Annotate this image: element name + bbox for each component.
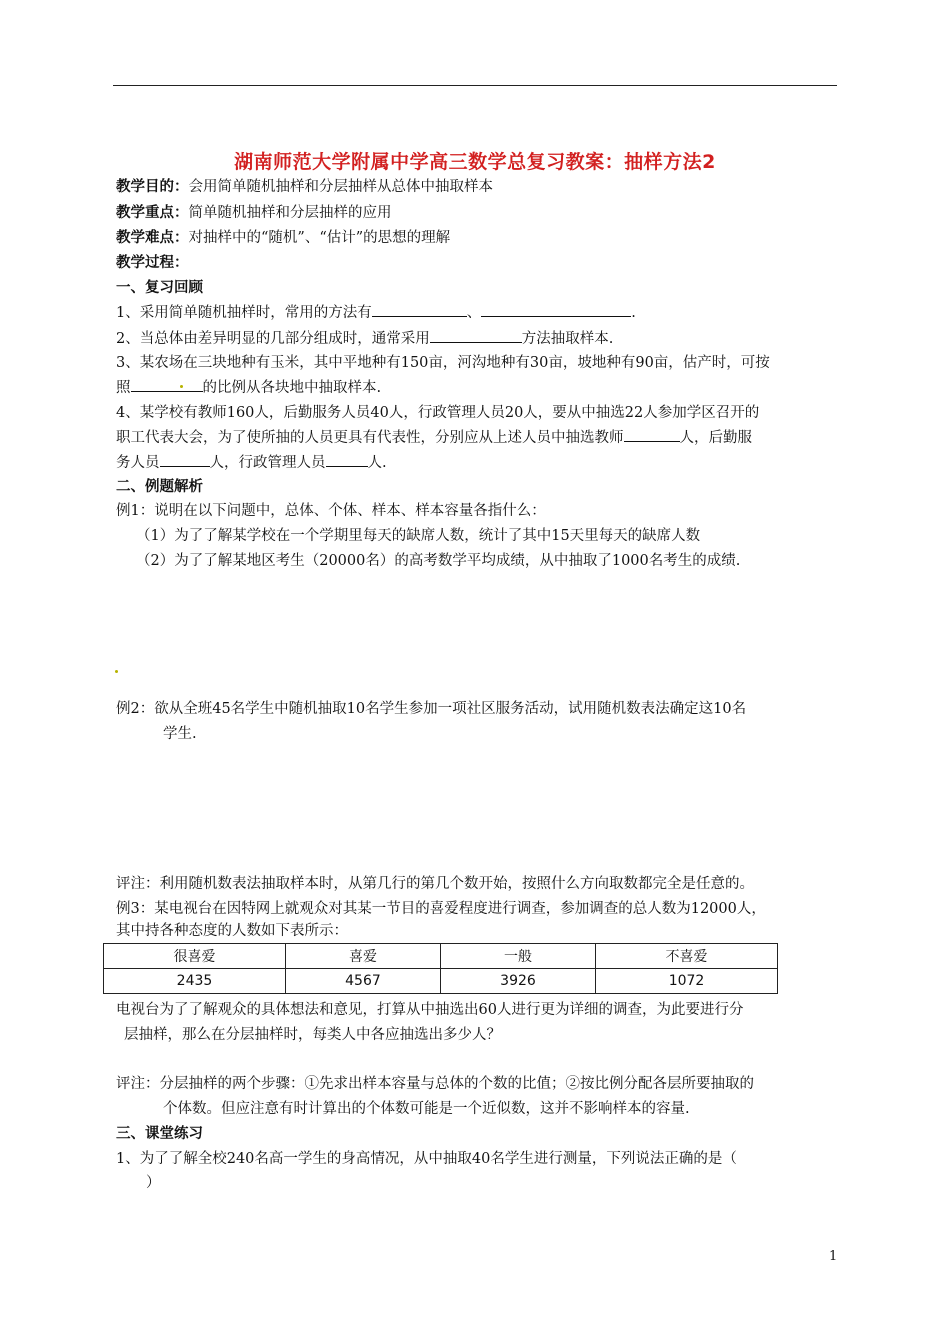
example1-item2: （2）为了了解某地区考生（20000名）的高考数学平均成绩，从中抽取了1000名考生的成绩. — [136, 553, 741, 569]
difficulty-line — [116, 228, 450, 248]
answer-blank — [624, 427, 680, 442]
example2-line2: 学生. — [163, 726, 197, 742]
goal-text: 会用简单随机抽样和分层抽样从总体中抽取样本 — [188, 179, 493, 195]
example3-line2: 其中持各种态度的人数如下表所示： — [116, 923, 348, 939]
table-row — [104, 969, 778, 994]
review-q3-line1: 3、某农场在三块地种有玉米，其中平地种有150亩，河沟地种有30亩，坡地种有90亩，估产时，可按 — [116, 355, 770, 371]
table-header-cell: 不喜爱 — [596, 944, 778, 969]
example2-line1: 例2：欲从全班45名学生中随机抽取10名学生参加一项社区服务活动，试用随机数表法确定这10名 — [116, 701, 747, 717]
example1-item1: （1）为了了解某学校在一个学期里每天的缺席人数，统计了其中15天里每天的缺席人数 — [136, 528, 701, 544]
review-q3-end: 的比例从各块地中抽取样本. — [202, 380, 382, 396]
section1-heading: 一、复习回顾 — [116, 280, 203, 296]
answer-blank — [326, 452, 368, 467]
review-q1-text: 1、采用简单随机抽样时，常用的方法有 — [116, 305, 372, 321]
review-q4-text-d: 人，行政管理人员 — [209, 455, 326, 471]
answer-blank — [160, 452, 210, 467]
answer-blank — [131, 377, 203, 392]
review-q3-line2 — [116, 377, 381, 398]
review-q4-line2 — [116, 427, 752, 448]
table-cell: 1072 — [596, 969, 778, 994]
example1-intro: 例1：说明在以下问题中，总体、个体、样本、样本容量各指什么： — [116, 503, 546, 519]
difficulty-label: 教学难点： — [116, 230, 189, 246]
review-q1-sep: 、 — [466, 305, 482, 321]
marker-dot — [115, 670, 118, 673]
focus-label: 教学重点： — [116, 205, 189, 221]
review-q4-line1: 4、某学校有教师160人，后勤服务人员40人，行政管理人员20人，要从中抽选22人参加学区召开的 — [116, 405, 760, 421]
focus-line — [116, 203, 392, 223]
practice-q1-line1: 1、为了了解全校240名高一学生的身高情况，从中抽取40名学生进行测量，下列说法正确的是（ — [116, 1151, 737, 1167]
review-q4-line3 — [116, 452, 387, 473]
section2-heading: 二、例题解析 — [116, 479, 203, 495]
table-cell: 4567 — [285, 969, 440, 994]
practice-q1-line2: ） — [146, 1175, 161, 1191]
goal-line — [116, 177, 493, 197]
review-q4-text-c: 务人员 — [116, 455, 160, 471]
review-q1 — [116, 302, 636, 323]
review-q4-end: 人. — [367, 455, 387, 471]
review-q4-text-b: 人，后勤服 — [679, 430, 752, 446]
review-q2-text: 2、当总体由差异明显的几部分组成时，通常采用 — [116, 331, 430, 347]
example3-line1: 例3：某电视台在因特网上就观众对其某一节目的喜爱程度进行调查，参加调查的总人数为12000人， — [116, 901, 766, 917]
example3-line4: 层抽样，那么在分层抽样时，每类人中各应抽选出多少人？ — [124, 1027, 501, 1043]
focus-text: 简单随机抽样和分层抽样的应用 — [188, 205, 392, 221]
table-header-cell: 很喜爱 — [104, 944, 286, 969]
review-q3-text: 照 — [116, 380, 131, 396]
review-q1-end: . — [631, 305, 636, 321]
goal-label: 教学目的： — [116, 179, 189, 195]
table-header-row — [104, 944, 778, 969]
review-q4-text: 职工代表大会，为了使所抽的人员更具有代表性，分别应从上述人员中抽选教师 — [116, 430, 624, 446]
answer-blank — [372, 302, 467, 317]
section3-heading: 三、课堂练习 — [116, 1126, 203, 1142]
note2-line2: 个体数。但应注意有时计算出的个体数可能是一个近似数，这并不影响样本的容量. — [163, 1101, 690, 1117]
page-title: 湖南师范大学附属中学高三数学总复习教案：抽样方法2 — [234, 151, 716, 173]
answer-blank — [481, 302, 631, 317]
attitude-table — [103, 943, 778, 994]
difficulty-text: 对抽样中的“随机”、“估计”的思想的理解 — [188, 230, 451, 246]
answer-blank — [430, 328, 522, 343]
note1: 评注：利用随机数表法抽取样本时，从第几行的第几个数开始，按照什么方向取数都完全是任意的。 — [116, 876, 754, 892]
table-header-cell: 一般 — [440, 944, 595, 969]
table-cell: 2435 — [104, 969, 286, 994]
table-cell: 3926 — [440, 969, 595, 994]
process-label: 教学过程： — [116, 255, 189, 271]
page-number: 1 — [829, 1249, 838, 1264]
header-rule — [113, 85, 837, 86]
table-header-cell: 喜爱 — [285, 944, 440, 969]
review-q2 — [116, 328, 613, 349]
review-q2-end: 方法抽取样本. — [521, 331, 614, 347]
example3-line3: 电视台为了了解观众的具体想法和意见，打算从中抽选出60人进行更为详细的调查，为此要进行分 — [116, 1002, 744, 1018]
note2-line1: 评注：分层抽样的两个步骤：①先求出样本容量与总体的个数的比值；②按比例分配各层所要抽取的 — [116, 1076, 754, 1092]
marker-dot — [180, 385, 183, 388]
